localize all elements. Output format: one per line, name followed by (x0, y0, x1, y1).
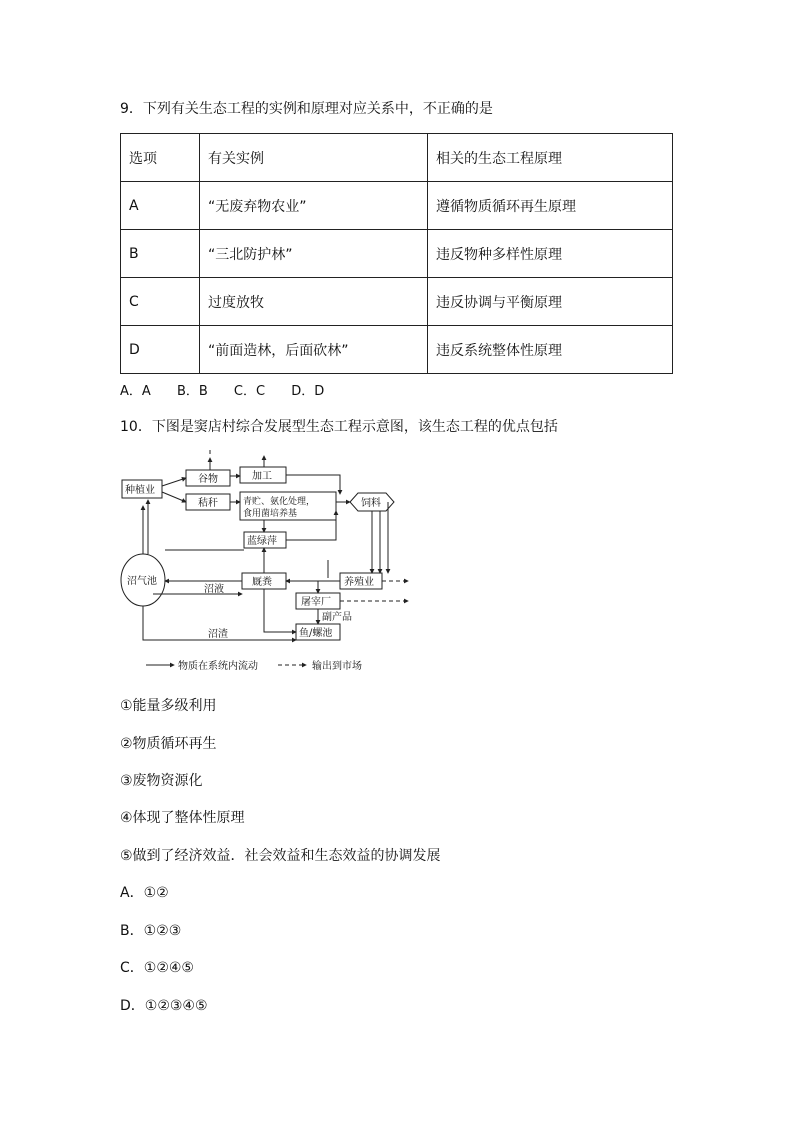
q10-choice-d[interactable]: D．①②③④⑤ (120, 998, 208, 1014)
cell-principle: 遵循物质循环再生原理 (428, 182, 673, 230)
node-mushroom: 食用菌培养基 (243, 509, 298, 519)
cell-option: A (121, 182, 200, 230)
cell-option: D (121, 326, 200, 374)
cell-example: “三北防护林” (200, 230, 428, 278)
statement-2: ②物质循环再生 (120, 736, 217, 752)
legend-solid-label: 物质在系统内流动 (178, 661, 258, 672)
statement-4: ④体现了整体性原理 (120, 810, 245, 826)
q10-choice-a[interactable]: A．①② (120, 885, 169, 901)
cell-option: B (121, 230, 200, 278)
choice-d[interactable]: D．D (291, 384, 325, 399)
cell-principle: 违反协调与平衡原理 (428, 278, 673, 326)
node-fishpond: 鱼/螺池 (299, 628, 333, 639)
cell-example: “前面造林，后面砍林” (200, 326, 428, 374)
principle-table (120, 133, 673, 374)
node-straw: 秸秆 (198, 498, 218, 509)
choice-b[interactable]: B．B (176, 384, 208, 399)
eco-engineering-diagram (118, 450, 418, 680)
cell-option: C (121, 278, 200, 326)
label-residue: 沼渣 (208, 629, 228, 640)
table-row (121, 326, 673, 374)
cell-principle: 违反物种多样性原理 (428, 230, 673, 278)
label-byproduct: 副产品 (322, 612, 352, 623)
node-silage: 青贮、氨化处理， (243, 497, 316, 507)
node-feed: 饲料 (361, 498, 381, 509)
node-grain: 谷物 (198, 474, 218, 485)
question-9-stem: 9．下列有关生态工程的实例和原理对应关系中，不正确的是 (120, 101, 493, 117)
question-9-choices (120, 380, 346, 399)
header-example: 有关实例 (200, 134, 428, 182)
cell-example: 过度放牧 (200, 278, 428, 326)
question-10-stem: 10．下图是窦店村综合发展型生态工程示意图，该生态工程的优点包括 (120, 419, 558, 435)
table-row (121, 182, 673, 230)
node-livestock: 养殖业 (344, 577, 374, 588)
q10-choice-c[interactable]: C．①②④⑤ (120, 960, 194, 976)
node-slaughter: 屠宰厂 (301, 597, 331, 608)
choice-a[interactable]: A．A (120, 384, 151, 399)
node-azolla: 蓝绿萍 (247, 536, 277, 547)
cell-example: “无废弃物农业” (200, 182, 428, 230)
node-planting: 种植业 (125, 485, 155, 496)
table-row (121, 230, 673, 278)
table-header-row (121, 134, 673, 182)
statement-5: ⑤做到了经济效益．社会效益和生态效益的协调发展 (120, 848, 441, 864)
choice-c[interactable]: C．C (233, 384, 266, 399)
node-manure: 厩粪 (252, 577, 272, 588)
header-principle: 相关的生态工程原理 (428, 134, 673, 182)
cell-principle: 违反系统整体性原理 (428, 326, 673, 374)
legend-dashed-label: 输出到市场 (312, 661, 362, 672)
label-slurry: 沼液 (204, 584, 224, 595)
node-biogas: 沼气池 (127, 576, 157, 587)
q10-choice-b[interactable]: B．①②③ (120, 923, 182, 939)
statement-1: ①能量多级利用 (120, 698, 217, 714)
table-row (121, 278, 673, 326)
statement-3: ③废物资源化 (120, 773, 203, 789)
node-processing: 加工 (252, 471, 272, 482)
header-option: 选项 (121, 134, 200, 182)
